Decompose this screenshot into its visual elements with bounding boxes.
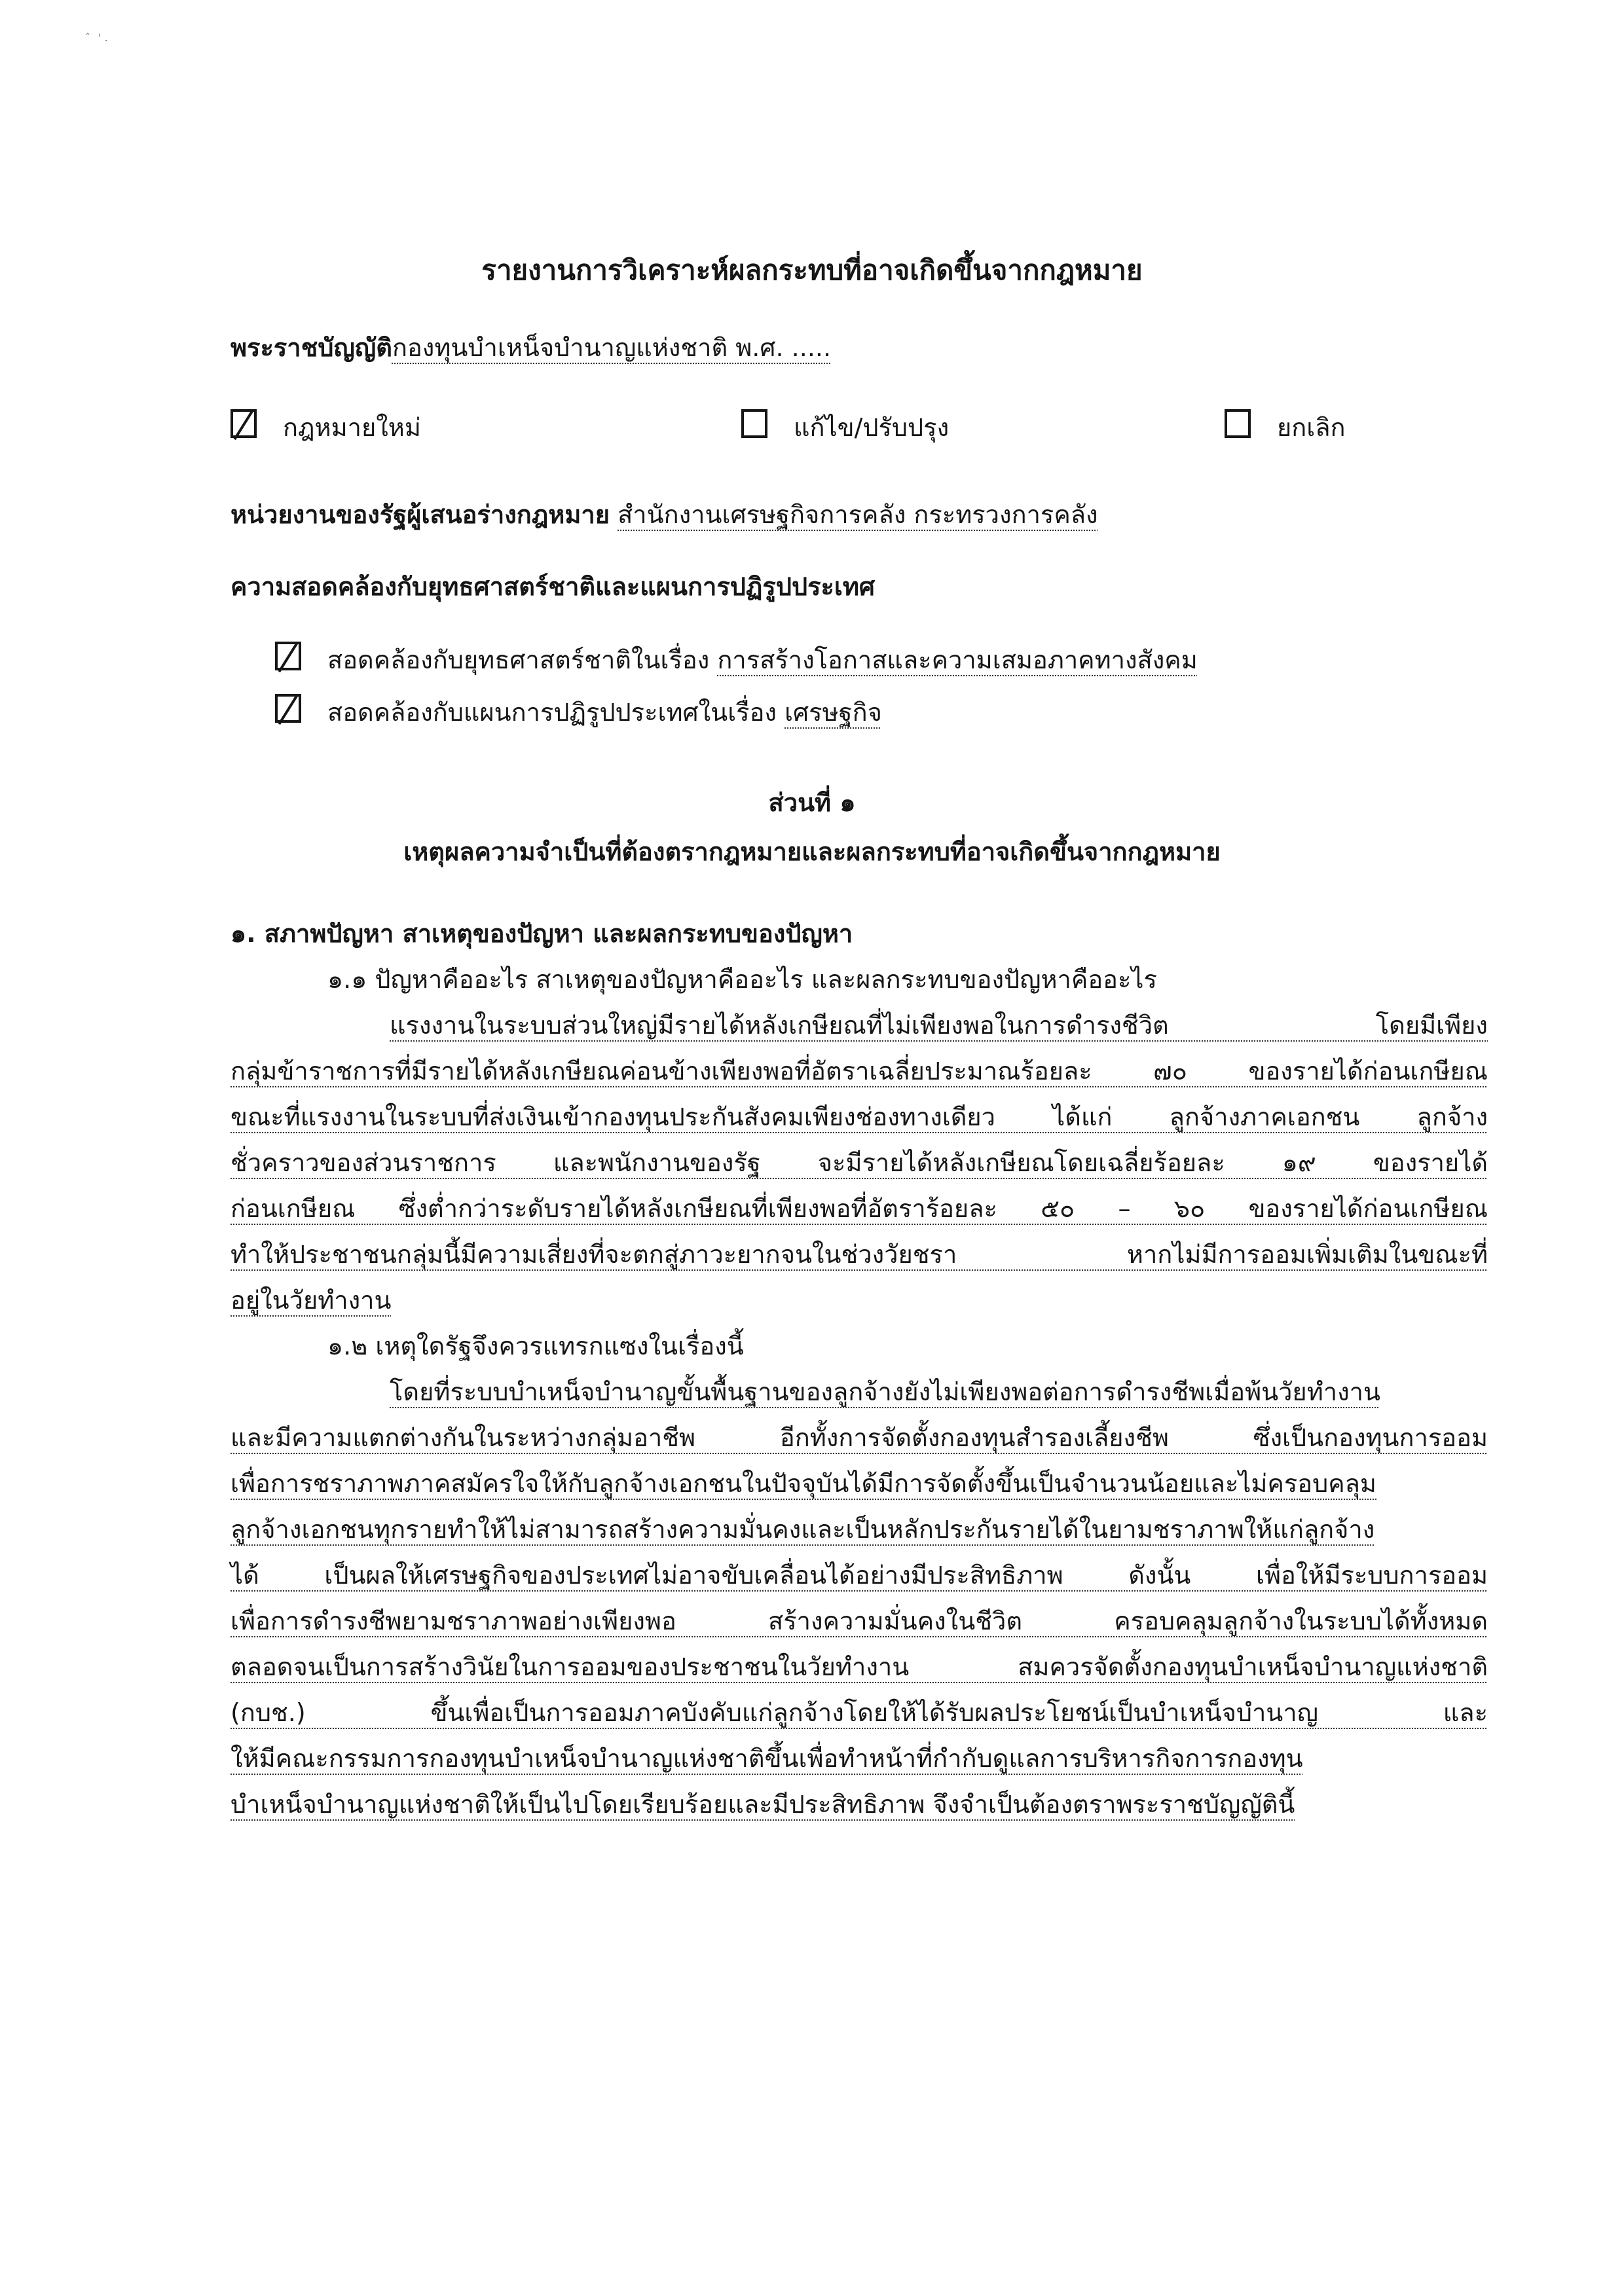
option-label-repeal: ยกเลิก <box>1277 413 1346 442</box>
consistency-heading: ความสอดคล้องกับยุทธศาสตร์ชาติและแผนการปฏิรูปประเทศ <box>231 572 876 601</box>
paragraph-line: เพื่อการดำรงชีพยามชราภาพอย่างเพียงพอ สร้างความมั่นคงในชีวิต ครอบคลุมลูกจ้างในระบบได้ทั้งหมด <box>231 1607 1488 1635</box>
paragraph-line: บำเหน็จบำนาญแห่งชาติให้เป็นไปโดยเรียบร้อยและมีประสิทธิภาพ จึงจำเป็นต้องตราพระราชบัญญัตินี้ <box>231 1790 1295 1819</box>
checkbox-national-strategy[interactable] <box>275 642 301 670</box>
document-title: รายงานการวิเคราะห์ผลกระทบที่อาจเกิดขึ้นจากกฎหมาย <box>481 254 1143 286</box>
act-line <box>231 327 831 367</box>
paragraph-line: (กบช.) ขึ้นเพื่อเป็นการออมภาคบังคับแก่ลูกจ้างโดยให้ได้รับผลประโยชน์เป็นบำเหน็จบำนาญ และ <box>231 1698 1488 1727</box>
consistency-item-label: สอดคล้องกับแผนการปฏิรูปประเทศในเรื่อง <box>327 698 777 727</box>
part-number: ส่วนที่ ๑ <box>768 788 856 817</box>
consistency-item <box>327 640 1198 680</box>
section-heading: ๑. สภาพปัญหา สาเหตุของปัญหา และผลกระทบของปัญหา <box>231 919 853 948</box>
subsection-heading: ๑.๒ เหตุใดรัฐจึงควรแทรกแซงในเรื่องนี้ <box>327 1332 744 1360</box>
act-name: กองทุนบำเหน็จบำนาญแห่งชาติ พ.ศ. ..... <box>392 333 832 362</box>
paragraph-line: และมีความแตกต่างกันในระหว่างกลุ่มอาชีพ อีกทั้งการจัดตั้งกองทุนสำรองเลี้ยงชีพ ซึ่งเป็นกองทุนการออม <box>231 1423 1488 1452</box>
option-label-amend: แก้ไข/ปรับปรุง <box>794 413 950 442</box>
checkbox-amend[interactable] <box>741 409 767 438</box>
paragraph-line: ได้ เป็นผลให้เศรษฐกิจของประเทศไม่อาจขับเคลื่อนได้อย่างมีประสิทธิภาพ ดังนั้น เพื่อให้มีระบบการออม <box>231 1561 1488 1590</box>
paragraph-line: กลุ่มข้าราชการที่มีรายได้หลังเกษียณค่อนข้างเพียงพอที่อัตราเฉลี่ยประมาณร้อยละ ๗๐ ของรายได้ก่อนเกษียณ <box>231 1057 1488 1085</box>
paragraph-line: ขณะที่แรงงานในระบบที่ส่งเงินเข้ากองทุนประกันสังคมเพียงช่องทางเดียว ได้แก่ ลูกจ้างภาคเอกชน ลูกจ้าง <box>231 1102 1488 1131</box>
paragraph-line: เพื่อการชราภาพภาคสมัครใจให้กับลูกจ้างเอกชนในปัจจุบันได้มีการจัดตั้งขึ้นเป็นจำนวนน้อยและไม่ครอบคลุม <box>231 1469 1376 1498</box>
checkbox-repeal[interactable] <box>1225 409 1251 438</box>
paragraph-line: แรงงานในระบบส่วนใหญ่มีรายได้หลังเกษียณที่ไม่เพียงพอในการดำรงชีวิต โดยมีเพียง <box>390 1011 1488 1040</box>
paragraph-line: อยู่ในวัยทำงาน <box>231 1286 392 1315</box>
option-label-new-law: กฎหมายใหม่ <box>283 413 421 442</box>
paragraph-line: ตลอดจนเป็นการสร้างวินัยในการออมของประชาชนในวัยทำงาน สมควรจัดตั้งกองทุนบำเหน็จบำนาญแห่งชาติ <box>231 1652 1488 1681</box>
scan-mark: ' . <box>98 31 108 44</box>
checkbox-new-law[interactable] <box>231 409 257 438</box>
subsection-heading: ๑.๑ ปัญหาคืออะไร สาเหตุของปัญหาคืออะไร และผลกระทบของปัญหาคืออะไร <box>327 965 1157 994</box>
agency-line <box>231 494 1098 534</box>
paragraph-line: ให้มีคณะกรรมการกองทุนบำเหน็จบำนาญแห่งชาติขึ้นเพื่อทำหน้าที่กำกับดูแลการบริหารกิจการกองทุน <box>231 1744 1303 1773</box>
paragraph-line: โดยที่ระบบบำเหน็จบำนาญขั้นพื้นฐานของลูกจ้างยังไม่เพียงพอต่อการดำรงชีพเมื่อพ้นวัยทำงาน <box>390 1377 1380 1406</box>
agency-label: หน่วยงานของรัฐผู้เสนอร่างกฎหมาย <box>231 500 610 529</box>
paragraph-line: ทำให้ประชาชนกลุ่มนี้มีความเสี่ยงที่จะตกสู่ภาวะยากจนในช่วงวัยชรา หากไม่มีการออมเพิ่มเติมในขณะที่ <box>231 1240 1488 1269</box>
consistency-item-label: สอดคล้องกับยุทธศาสตร์ชาติในเรื่อง <box>327 646 710 674</box>
consistency-item-value: การสร้างโอกาสและความเสมอภาคทางสังคม <box>717 646 1198 674</box>
consistency-item-value: เศรษฐกิจ <box>784 698 882 727</box>
checkbox-reform-plan[interactable] <box>275 694 301 723</box>
paragraph-line: ชั่วคราวของส่วนราชการ และพนักงานของรัฐ จะมีรายได้หลังเกษียณโดยเฉลี่ยร้อยละ ๑๙ ของรายได้ <box>231 1148 1488 1177</box>
paragraph-line: ลูกจ้างเอกชนทุกรายทำให้ไม่สามารถสร้างความมั่นคงและเป็นหลักประกันรายได้ในยามชราภาพให้แก่ลูกจ้าง <box>231 1515 1375 1544</box>
scan-mark: ˆ <box>85 31 90 44</box>
part-subtitle: เหตุผลความจำเป็นที่ต้องตรากฎหมายและผลกระทบที่อาจเกิดขึ้นจากกฎหมาย <box>403 837 1221 866</box>
consistency-item <box>327 692 882 732</box>
agency-value: สำนักงานเศรษฐกิจการคลัง กระทรวงการคลัง <box>618 500 1098 529</box>
paragraph-line: ก่อนเกษียณ ซึ่งต่ำกว่าระดับรายได้หลังเกษียณที่เพียงพอที่อัตราร้อยละ ๕๐ – ๖๐ ของรายได้ก่อนเกษียณ <box>231 1194 1488 1223</box>
act-label: พระราชบัญญัติ <box>231 333 392 362</box>
